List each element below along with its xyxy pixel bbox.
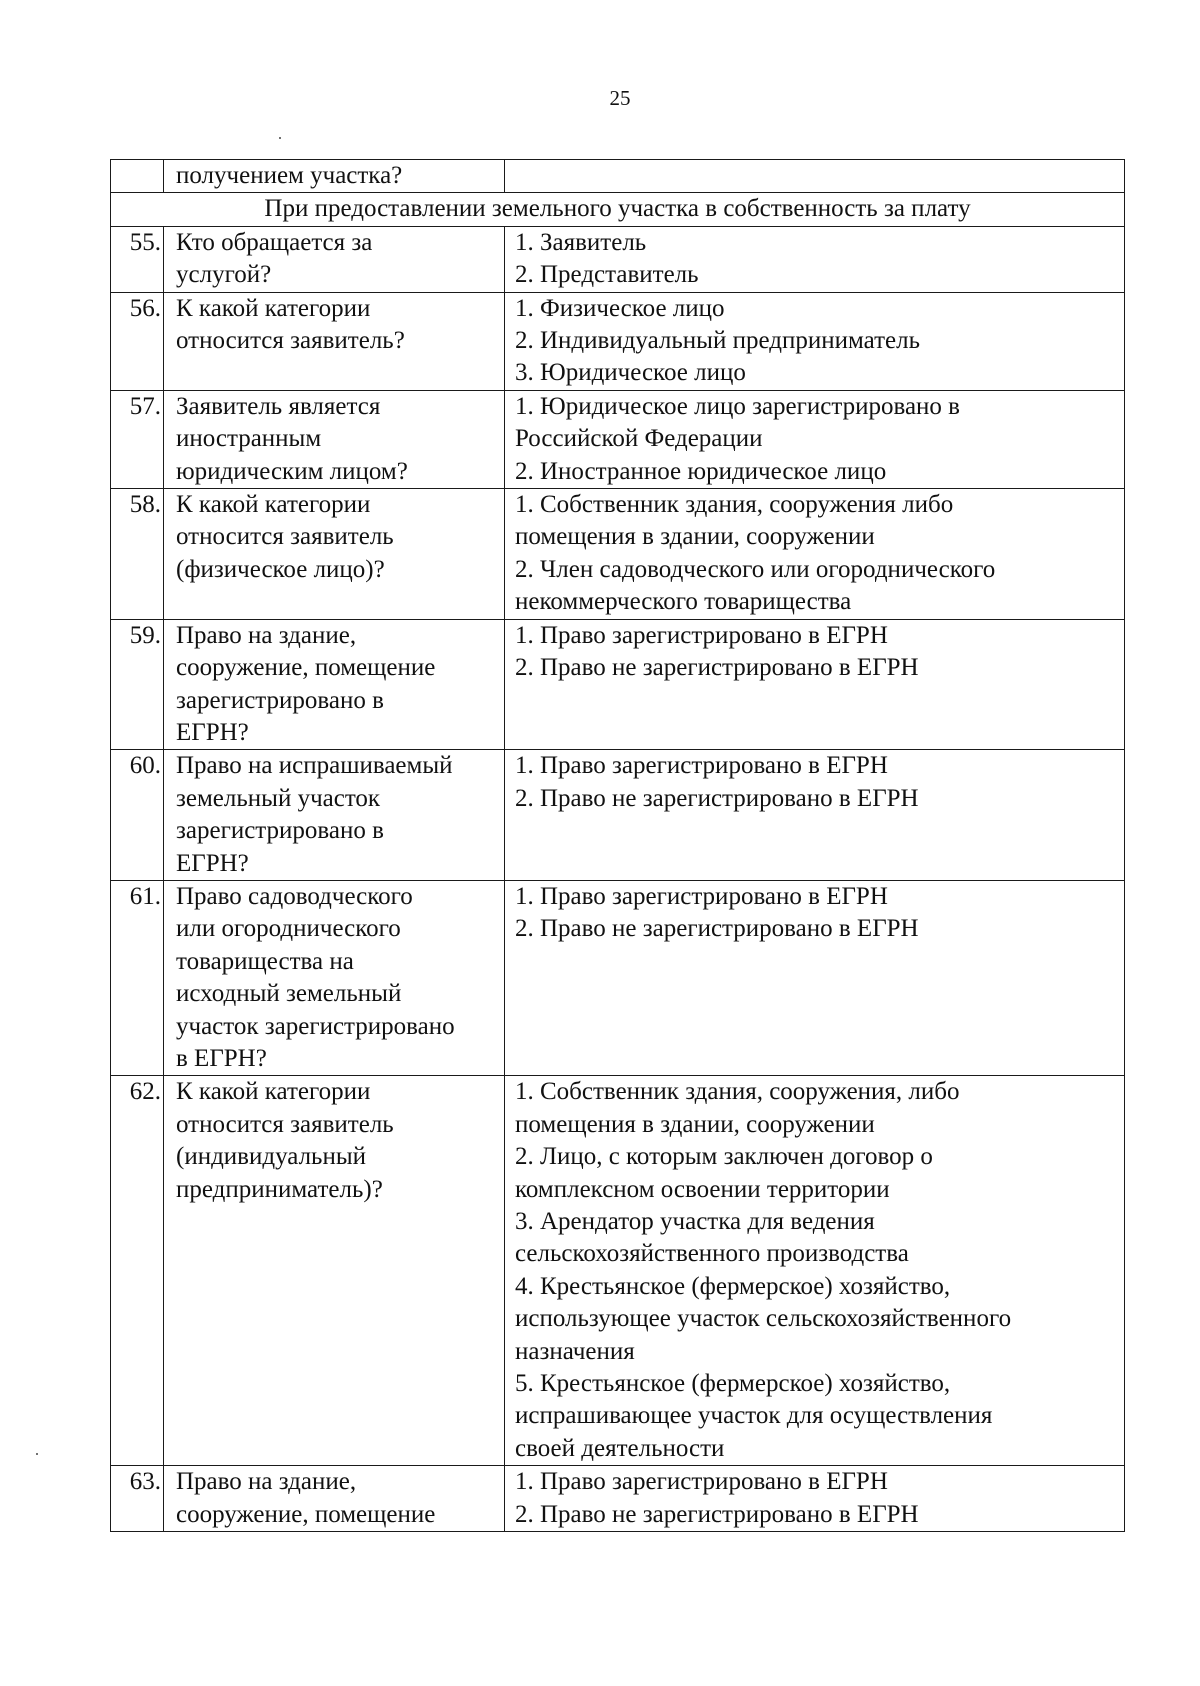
table-row [111, 750, 1125, 881]
table-row [111, 390, 1125, 488]
answers-cell [505, 880, 1125, 1075]
question-line: К какой категории [176, 491, 371, 519]
answer-line: 1. Физическое лицо [515, 294, 725, 322]
row-number: 61. [111, 880, 164, 1075]
question-cell [164, 1076, 505, 1466]
row-number: 58. [111, 489, 164, 620]
answer-line: сельскохозяйственного производства [515, 1240, 909, 1268]
answers-cell [505, 750, 1125, 881]
question-cell [164, 619, 505, 750]
answer-line: 2. Индивидуальный предприниматель [515, 327, 920, 355]
answer-line: испрашивающее участок для осуществления [515, 1402, 993, 1430]
answer-line: некоммерческого товарищества [515, 588, 852, 616]
question-line: Право садоводческого [176, 882, 413, 910]
answer-line: 1. Юридическое лицо зарегистрировано в [515, 392, 960, 420]
table-body [111, 160, 1125, 1532]
question-line: предприниматель)? [176, 1175, 383, 1203]
answers-cell [505, 226, 1125, 292]
question-line: К какой категории [176, 1078, 371, 1106]
answers-cell [505, 160, 1125, 193]
question-line: исходный земельный [176, 980, 402, 1008]
question-line: К какой категории [176, 294, 371, 322]
question-line: товарищества на [176, 947, 354, 975]
question-line: ЕГРН? [176, 849, 249, 877]
question-cell [164, 489, 505, 620]
question-line: относится заявитель [176, 1110, 394, 1138]
table-row [111, 489, 1125, 620]
question-cell [164, 880, 505, 1075]
answer-line: 3. Юридическое лицо [515, 359, 746, 387]
page-number: 25 [609, 86, 631, 110]
answer-line: 2. Член садоводческого или огороднического [515, 555, 996, 583]
row-number: 60. [111, 750, 164, 881]
answers-cell [505, 489, 1125, 620]
answer-line: 1. Право зарегистрировано в ЕГРН [515, 752, 888, 780]
answer-line: 1. Заявитель [515, 228, 647, 256]
question-line: Заявитель является [176, 392, 381, 420]
question-cell [164, 750, 505, 881]
question-line: сооружение, помещение [176, 1500, 436, 1528]
table-row [111, 226, 1125, 292]
answer-line: Российской Федерации [515, 425, 763, 453]
row-number: 57. [111, 390, 164, 488]
question-line: участок зарегистрировано [176, 1012, 455, 1040]
question-line: (физическое лицо)? [176, 555, 385, 583]
answer-line: 1. Собственник здания, сооружения либо [515, 491, 954, 519]
question-line: услугой? [176, 261, 272, 289]
answers-cell [505, 1466, 1125, 1532]
answers-cell [505, 292, 1125, 390]
question-cell [164, 390, 505, 488]
answer-line: помещения в здании, сооружении [515, 1110, 875, 1138]
answer-line: 1. Право зарегистрировано в ЕГРН [515, 882, 888, 910]
row-number-cell [111, 160, 164, 193]
answer-line: 2. Право не зарегистрировано в ЕГРН [515, 654, 919, 682]
answer-line: назначения [515, 1337, 635, 1365]
row-number: 63. [111, 1466, 164, 1532]
questions-table [110, 159, 1125, 1532]
answer-line: 2. Право не зарегистрировано в ЕГРН [515, 1500, 919, 1528]
answer-line: использующее участок сельскохозяйственного [515, 1305, 1012, 1333]
answer-line: 1. Право зарегистрировано в ЕГРН [515, 1468, 888, 1496]
section-heading: При предоставлении земельного участка в собственность за плату [111, 193, 1125, 226]
question-cell [164, 226, 505, 292]
question-line: юридическим лицом? [176, 457, 408, 485]
row-number: 59. [111, 619, 164, 750]
continued-row [111, 160, 1125, 193]
question-line: иностранным [176, 425, 322, 453]
question-line: Кто обращается за [176, 228, 373, 256]
answer-line: 2. Представитель [515, 261, 699, 289]
question-line: зарегистрировано в [176, 817, 384, 845]
section-heading-row [111, 193, 1125, 226]
table-row [111, 880, 1125, 1075]
question-line: относится заявитель [176, 523, 394, 551]
question-line: или огороднического [176, 915, 401, 943]
answer-line: 5. Крестьянское (фермерское) хозяйство, [515, 1370, 951, 1398]
question-line: в ЕГРН? [176, 1044, 267, 1072]
question-line: ЕГРН? [176, 718, 249, 746]
row-number: 62. [111, 1076, 164, 1466]
answer-line: своей деятельности [515, 1434, 725, 1462]
question-line: относится заявитель? [176, 327, 405, 355]
question-line: зарегистрировано в [176, 686, 384, 714]
answer-line: 2. Иностранное юридическое лицо [515, 457, 887, 485]
answer-line: 4. Крестьянское (фермерское) хозяйство, [515, 1272, 951, 1300]
question-line: Право на здание, [176, 621, 357, 649]
question-cell [164, 160, 505, 193]
scan-speck [279, 137, 281, 139]
question-line: земельный участок [176, 784, 381, 812]
scan-speck [36, 1453, 38, 1455]
answers-cell [505, 619, 1125, 750]
table-row [111, 619, 1125, 750]
question-line: сооружение, помещение [176, 654, 436, 682]
answer-line: комплексном освоении территории [515, 1175, 890, 1203]
row-number: 56. [111, 292, 164, 390]
table-row [111, 292, 1125, 390]
answers-cell [505, 390, 1125, 488]
answer-line: 2. Право не зарегистрировано в ЕГРН [515, 915, 919, 943]
question-cell [164, 292, 505, 390]
answer-line: 2. Право не зарегистрировано в ЕГРН [515, 784, 919, 812]
question-line: Право на здание, [176, 1468, 357, 1496]
answer-line: 1. Право зарегистрировано в ЕГРН [515, 621, 888, 649]
table-row [111, 1466, 1125, 1532]
question-line: Право на испрашиваемый [176, 752, 453, 780]
table-row [111, 1076, 1125, 1466]
answer-line: 1. Собственник здания, сооружения, либо [515, 1078, 960, 1106]
row-number: 55. [111, 226, 164, 292]
question-cell [164, 1466, 505, 1532]
answers-cell [505, 1076, 1125, 1466]
answer-line: 2. Лицо, с которым заключен договор о [515, 1143, 933, 1171]
question-line: получением участка? [176, 162, 403, 189]
answer-line: помещения в здании, сооружении [515, 523, 875, 551]
question-line: (индивидуальный [176, 1143, 367, 1171]
answer-line: 3. Арендатор участка для ведения [515, 1208, 875, 1235]
